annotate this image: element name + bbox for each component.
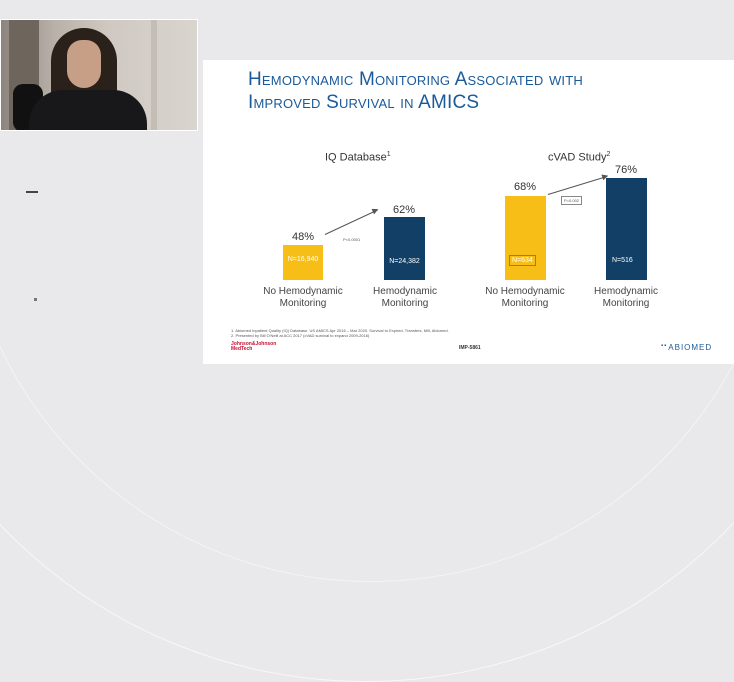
slide-footnotes bbox=[231, 328, 461, 338]
bar-n-label: N=634 bbox=[509, 255, 536, 266]
category-label bbox=[576, 286, 676, 310]
background-tick bbox=[26, 191, 38, 193]
panel-title-iq-database bbox=[325, 151, 391, 164]
webcam-presenter-face bbox=[67, 40, 101, 88]
webcam-presenter-body bbox=[29, 90, 147, 131]
footnote-2: 2. Presented by Bill O'Neill at ACC 2017 (cVAD survival to expand 2009-2016) bbox=[231, 333, 370, 338]
bar-n-label: N=16,940 bbox=[287, 256, 319, 263]
category-label-line1: Hemodynamic bbox=[373, 286, 437, 297]
slide-title-line1: Hemodynamic Monitoring Associated with bbox=[248, 69, 583, 90]
bar-monitoring-cvad bbox=[606, 178, 647, 280]
bar-pct-label: 62% bbox=[392, 204, 416, 216]
abiomed-logo-mark-icon: ▪▪ bbox=[661, 343, 668, 349]
category-label bbox=[253, 286, 353, 310]
bar-pct-label: 48% bbox=[291, 231, 315, 243]
category-label-line1: Hemodynamic bbox=[594, 286, 658, 297]
abiomed-logo bbox=[661, 343, 712, 352]
category-label-line2: Monitoring bbox=[279, 298, 327, 309]
document-code: IMP-5861 bbox=[459, 345, 481, 351]
presentation-slide bbox=[203, 60, 734, 364]
bar-n-label: N=516 bbox=[612, 257, 633, 264]
category-label bbox=[355, 286, 455, 310]
bar-pct-label: 76% bbox=[614, 164, 638, 176]
category-label bbox=[475, 286, 575, 310]
johnson-johnson-medtech-logo bbox=[231, 342, 276, 352]
p-value-label: P<0.0001 bbox=[343, 237, 361, 242]
panel-title-text: IQ Database bbox=[325, 151, 387, 164]
category-label-line1: No Hemodynamic bbox=[263, 286, 343, 297]
webcam-background-frame bbox=[151, 20, 157, 131]
footnote-ref: 1 bbox=[386, 151, 391, 158]
bar-no-monitoring-cvad bbox=[505, 196, 546, 280]
increase-arrow bbox=[548, 176, 608, 195]
category-label-line2: Monitoring bbox=[501, 298, 549, 309]
footnote-1: 1. Abiomed Inpatient Quality (IQ) Database. US AMICS Apr 2016 – Mar 2020. Survival to Expired, Transfers, Mill, Abiomed. bbox=[231, 328, 449, 333]
panel-title-text: cVAD Study bbox=[548, 151, 607, 164]
slide-title bbox=[248, 68, 718, 114]
jj-logo-line2: MedTech bbox=[231, 346, 253, 352]
increase-arrow bbox=[325, 210, 378, 235]
abiomed-logo-text: ABIOMED bbox=[668, 343, 713, 352]
background-dot bbox=[34, 298, 37, 301]
slide-title-line2: Improved Survival in AMICS bbox=[248, 92, 480, 113]
category-label-line1: No Hemodynamic bbox=[485, 286, 565, 297]
jj-logo-line1: Johnson&Johnson bbox=[231, 341, 277, 347]
footnote-ref: 2 bbox=[606, 151, 611, 158]
category-label-line2: Monitoring bbox=[381, 298, 429, 309]
panel-title-cvad-study bbox=[548, 151, 610, 164]
category-label-line2: Monitoring bbox=[602, 298, 650, 309]
bar-monitoring-iq bbox=[384, 217, 425, 280]
bar-pct-label: 68% bbox=[513, 181, 537, 193]
bar-n-label: N=24,382 bbox=[389, 258, 420, 265]
p-value-label: P=0.002 bbox=[561, 196, 582, 205]
webcam-video-feed[interactable] bbox=[0, 19, 198, 131]
